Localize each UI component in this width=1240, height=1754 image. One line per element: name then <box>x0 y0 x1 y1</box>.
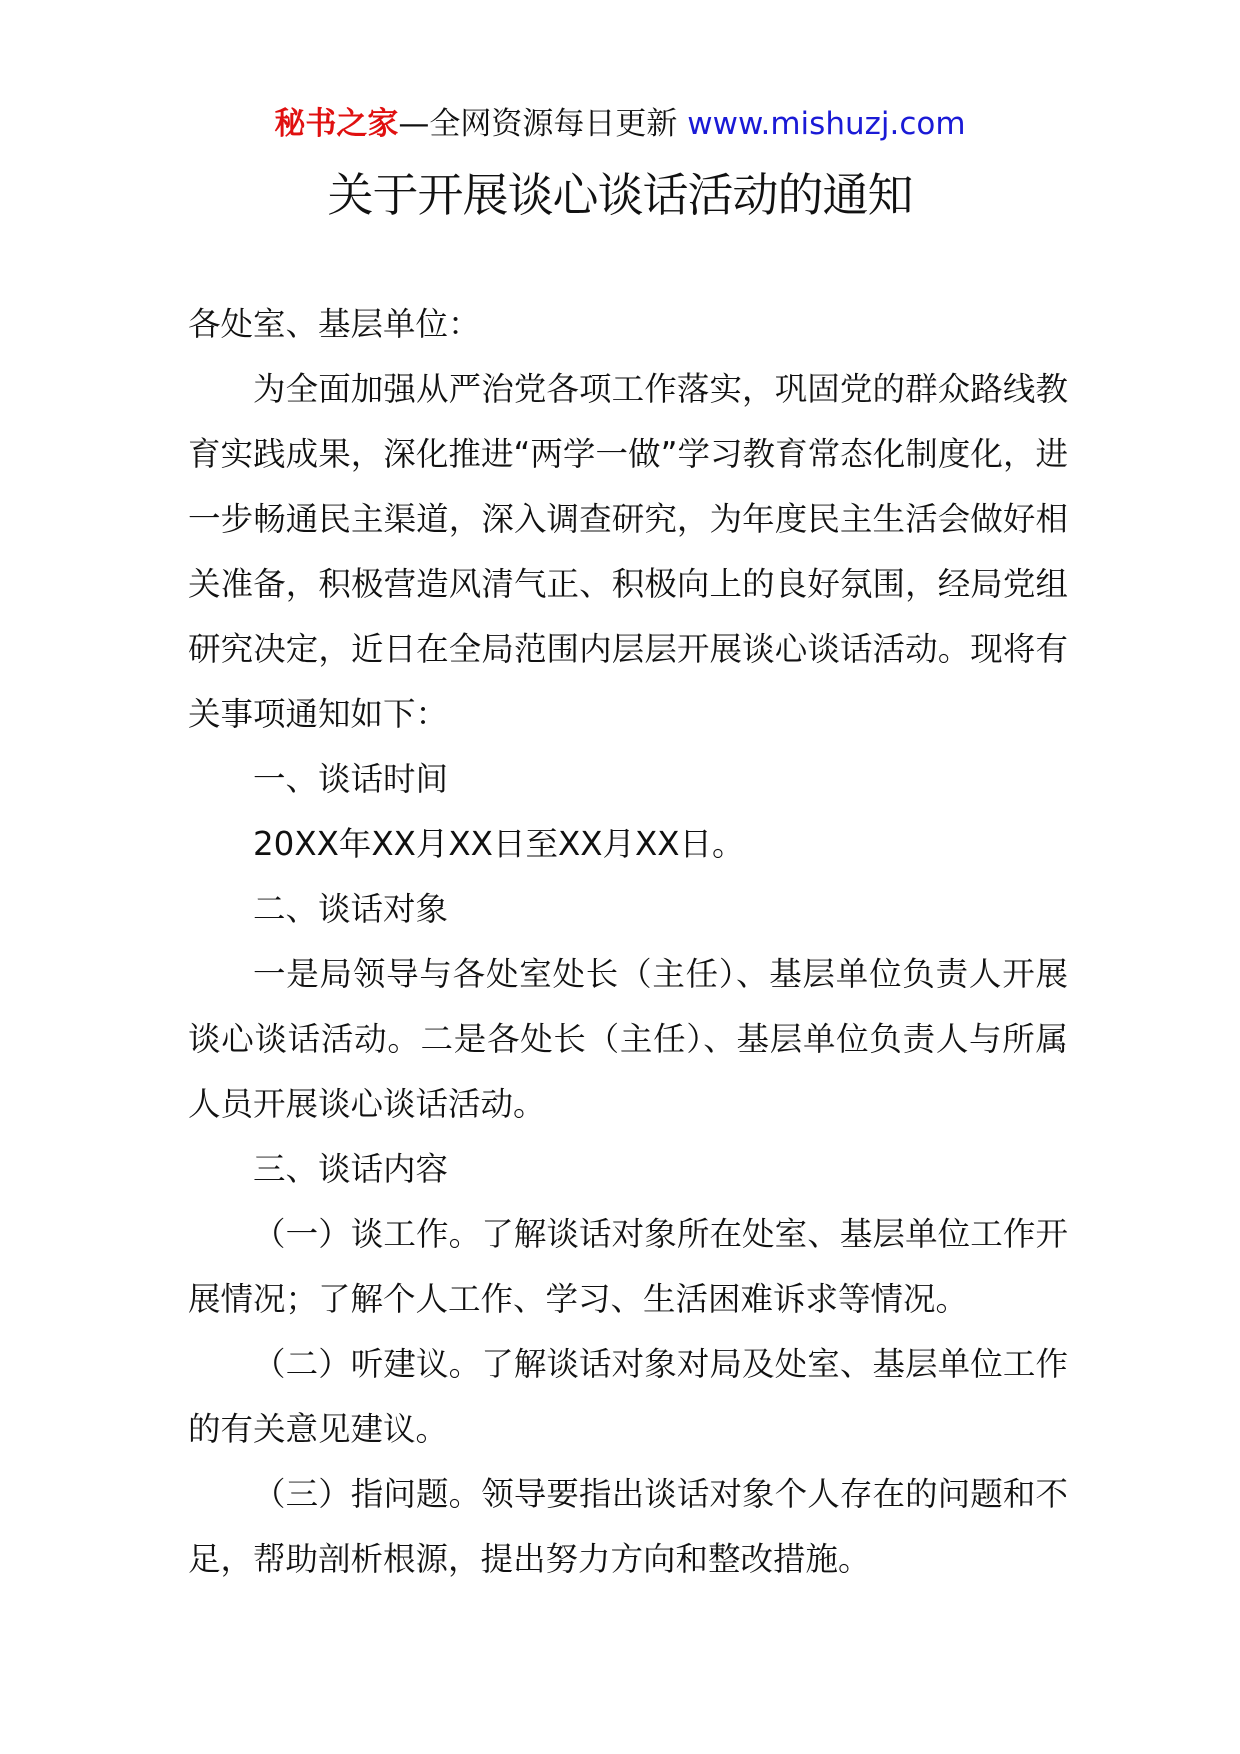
brand-name: 秘书之家 <box>274 106 399 142</box>
intro-paragraph: 为全面加强从严治党各项工作落实，巩固党的群众路线教育实践成果，深化推进“两学一做”学习教育常态化制度化，进一步畅通民主渠道，深入调查研究，为年度民主生活会做好相关准备，积极营造风清气正、积极向上的良好氛围，经局党组研究决定，近日在全局范围内层层开展谈心谈话活动。现将有关事项通知如下： <box>188 370 1068 733</box>
site-header <box>0 104 1240 144</box>
section-heading-time: 一、谈话时间 <box>253 760 449 798</box>
targets-paragraph: 一是局领导与各处室处长（主任）、基层单位负责人开展谈心谈话活动。二是各处长（主任）、基层单位负责人与所属人员开展谈心谈话活动。 <box>188 955 1068 1123</box>
content-item-suggestions: （二）听建议。了解谈话对象对局及处室、基层单位工作的有关意见建议。 <box>188 1345 1068 1448</box>
section-heading-content: 三、谈话内容 <box>253 1150 449 1188</box>
content-item-work: （一）谈工作。了解谈话对象所在处室、基层单位工作开展情况；了解个人工作、学习、生活困难诉求等情况。 <box>188 1215 1068 1318</box>
time-paragraph: 20XX年XX月XX日至XX月XX日。 <box>253 825 745 863</box>
content-item-problems: （三）指问题。领导要指出谈话对象个人存在的问题和不足，帮助剖析根源，提出努力方向和整改措施。 <box>188 1475 1068 1578</box>
document-body <box>188 292 1068 1592</box>
salutation: 各处室、基层单位： <box>188 305 481 343</box>
header-tagline: —全网资源每日更新 <box>398 106 678 142</box>
section-heading-targets: 二、谈话对象 <box>253 890 449 928</box>
site-url-link[interactable]: www.mishuzj.com <box>687 106 966 142</box>
document-title: 关于开展谈心谈话活动的通知 <box>327 168 913 222</box>
